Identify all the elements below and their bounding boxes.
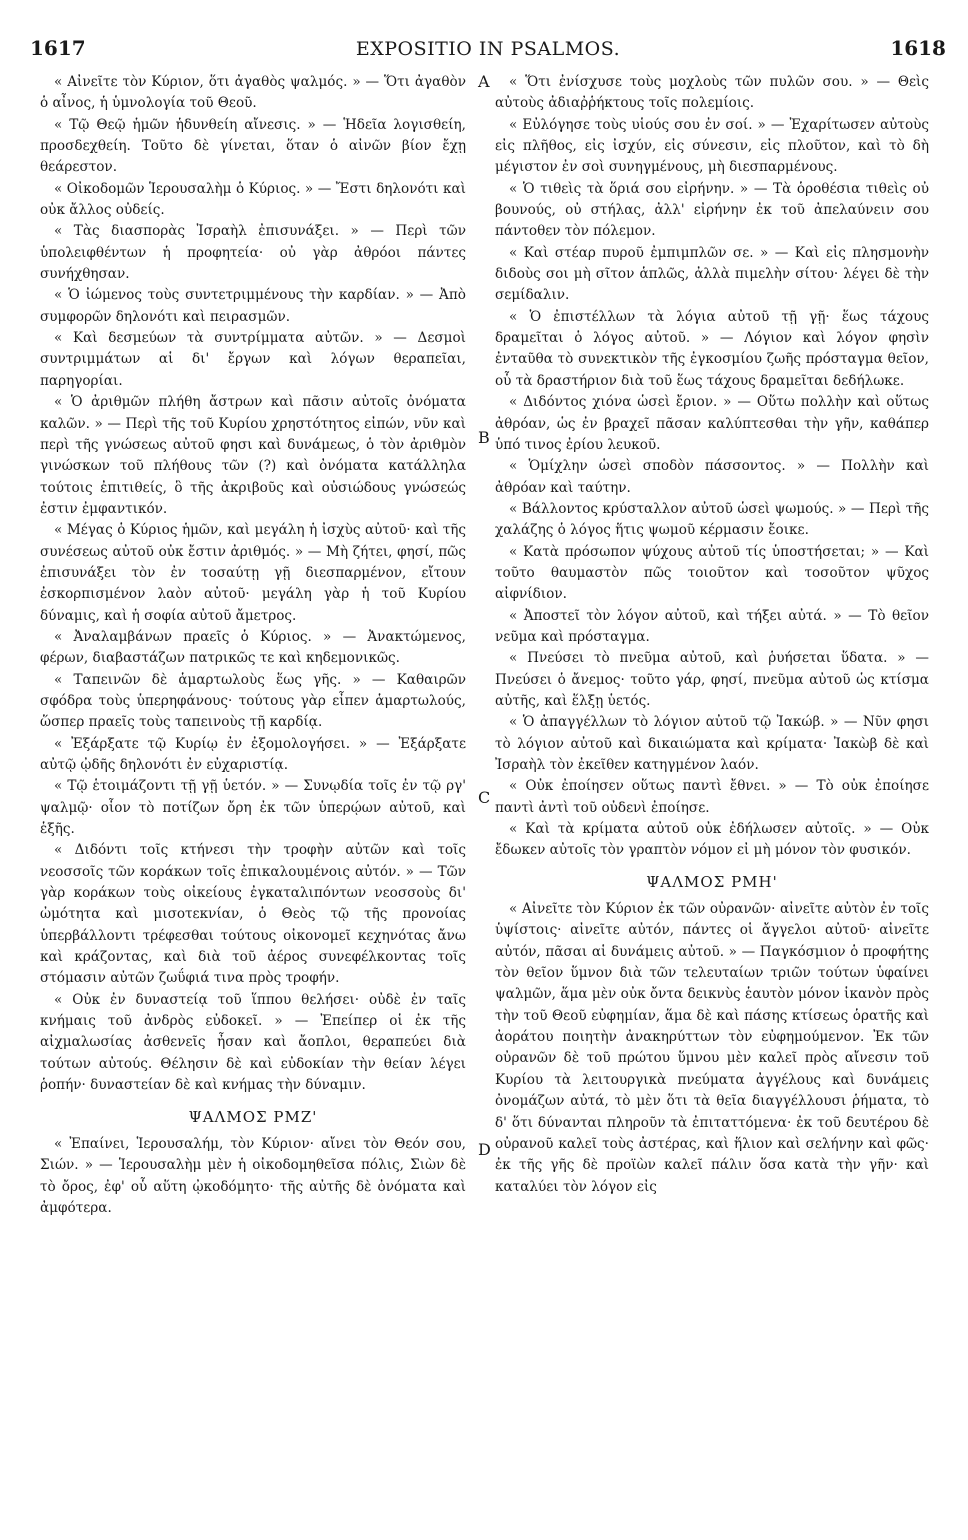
paragraph: « Εὐλόγησε τοὺς υἱούς σου ἐν σοί. » — Ἐχαρίτωσεν αὐτοὺς εἰς πλῆθος, εἰς ἰσχύν, εἰς σύνεσιν, εἰς πλοῦτον, καὶ τὸ δὴ μέγιστον ἐν σοὶ συνηγμένους, μὴ διεσπαρμένους. xyxy=(495,116,929,176)
running-title: EXPOSITIO IN PSALMOS. xyxy=(355,38,621,60)
paragraph: « Ἐπαίνει, Ἱερουσαλήμ, τὸν Κύριον· αἴνει τὸν Θεόν σου, Σιών. » — Ἱερουσαλὴμ μὲν ἡ οἰκοδομηθεῖσα πόλις, Σιὼν δὲ τὸ ὄρος, ἐφ' οὗ αὕτη ᾠκοδόμητο· τῆς αὐτῆς δὲ ὀνόματα καὶ ἀμφότερα. xyxy=(40,1135,466,1216)
psalm-heading: ΨΑΛΜΟΣ ΡΜΖ' xyxy=(188,1107,318,1126)
paragraph: « Αἰνεῖτε τὸν Κύριον, ὅτι ἀγαθὸς ψαλμός. » — Ὅτι ἀγαθὸν ὁ αἶνος, ἡ ὑμνολογία τοῦ Θεοῦ. xyxy=(40,74,466,112)
paragraph: « Οὐκ ἐποίησεν οὕτως παντὶ ἔθνει. » — Τὸ οὐκ ἐποίησε παντὶ ἀντὶ τοῦ οὐδενὶ ἐποίησε. xyxy=(495,778,929,816)
left-column xyxy=(40,72,466,1219)
paragraph: « Ὅτι ἐνίσχυσε τοὺς μοχλοὺς τῶν πυλῶν σου. » — Θεὶς αὐτοὺς ἀδιαῤῥήκτους τοῖς πολεμίοις. xyxy=(495,74,929,112)
page-number-left: 1617 xyxy=(30,36,86,60)
running-header xyxy=(30,36,946,66)
margin-letter-b: B xyxy=(478,428,490,447)
margin-letter-c: C xyxy=(478,788,491,807)
paragraph: « Οἰκοδομῶν Ἱερουσαλὴμ ὁ Κύριος. » — Ἔστι δηλονότι καὶ οὐκ ἄλλος οὐδείς. xyxy=(40,180,466,219)
page-number-right: 1618 xyxy=(890,36,946,60)
paragraph: « Ἐξάρξατε τῷ Κυρίῳ ἐν ἐξομολογήσει. » — Ἐξάρξατε αὐτῷ ᾠδῆς δηλονότι ἐν εὐχαριστίᾳ. xyxy=(40,735,466,773)
paragraph: « Ὁ ἀπαγγέλλων τὸ λόγιον αὐτοῦ τῷ Ἰακώβ. » — Νῦν φησι τὸ λόγιον αὐτοῦ καὶ δικαιώματα καὶ κρίματα· Ἰακὼβ δὲ καὶ Ἰσραὴλ τὸν ἐκεῖθεν κατηγμένον λαόν. xyxy=(495,714,929,773)
paragraph: « Καὶ στέαρ πυροῦ ἐμπιμπλῶν σε. » — Καὶ εἰς πλησμονὴν διδοὺς σοι μὴ σῖτον ἁπλῶς, ἀλλὰ πιμελὴν σίτου· λέγει δὲ τὴν σεμίδαλιν. xyxy=(495,244,929,304)
paragraph: « Ὁ τιθεὶς τὰ ὅριά σου εἰρήνην. » — Τὰ ὁροθέσια τιθεὶς οὐ βουνούς, οὐ στήλας, ἀλλ' εἰρήνην ἐκ τοῦ ἀπελαύνειν σου πάντοθεν τὸν πόλεμον. xyxy=(495,180,929,240)
paragraph: « Καὶ τὰ κρίματα αὐτοῦ οὐκ ἐδήλωσεν αὐτοῖς. » — Οὐκ ἔδωκεν αὐτοῖς τὸν γραπτὸν νόμον εἰ μὴ μόνον τὸν φυσικόν. xyxy=(495,821,929,859)
paragraph: « Τῷ Θεῷ ἡμῶν ἡδυνθείη αἴνεσις. » — Ἡδεῖα λογισθείη, προσδεχθείη. Τοῦτο δὲ γίνεται, ὅταν ὁ αἰνῶν βίον ἔχῃ θεάρεστον. xyxy=(40,116,466,176)
paragraph: « Διδόντος χιόνα ὡσεὶ ἔριον. » — Οὕτω πολλὴν καὶ οὕτως ἀθρόαν, ὡς ἐν βραχεῖ πᾶσαν καλύπτεσθαι τὴν γῆν, καθάπερ ὑπό τινος ἐρίου λευκοῦ. xyxy=(495,394,929,453)
paragraph: « Καὶ δεσμεύων τὰ συντρίμματα αὐτῶν. » — Δεσμοὶ συντριμμάτων αἱ δι' ἔργων καὶ λόγων θεραπεῖαι, παρηγορίαι. xyxy=(40,330,466,389)
paragraph: « Ὁ ἀριθμῶν πλήθη ἄστρων καὶ πᾶσιν αὐτοῖς ὀνόματα καλῶν. » — Περὶ τῆς τοῦ Κυρίου χρηστότητος εἰπών, νῦν καὶ περὶ τῆς γνώσεως αὐτοῦ φησι καὶ δυνάμεως, ὁ τὸν ἀριθμὸν γινώσκων τοῦ πλήθους τῶν (?) καὶ ὀνόματα κατάλληλα τούτοις ἐπιτιθείς, ὃ τῆς ἀκριβοῦς καὶ οὐσιώδους γνώσεώς ἐστιν ἐμφαντικόν. xyxy=(40,394,466,517)
paragraph: « Βάλλοντος κρύσταλλον αὐτοῦ ὡσεὶ ψωμούς. » — Περὶ τῆς χαλάζης ὁ λόγος ἥτις ψωμοῦ κέρμασιν ἔοικε. xyxy=(495,500,929,539)
right-column xyxy=(495,72,929,1198)
paragraph: « Πνεύσει τὸ πνεῦμα αὐτοῦ, καὶ ῥυήσεται ὕδατα. » — Πνεύσει ὁ ἄνεμος· τοῦτο γάρ, φησί, πνεῦμα αὐτοῦ ὡς κτίσμα αὐτῆς, καὶ ἕλξῃ ὑετός. xyxy=(495,650,929,709)
margin-letter-a: A xyxy=(478,72,490,91)
paragraph: « Τὰς διασπορὰς Ἰσραὴλ ἐπισυνάξει. » — Περὶ τῶν ὑπολειφθέντων ἡ προφητεία· οὐ γὰρ ἀθρόοι πάντες συνήχθησαν. xyxy=(40,223,466,283)
paragraph: « Ἀναλαμβάνων πραεῖς ὁ Κύριος. » — Ἀνακτώμενος, φέρων, διαβαστάζων πατρικῶς τε καὶ κηδεμονικῶς. xyxy=(40,628,466,667)
paragraph: « Κατὰ πρόσωπον ψύχους αὐτοῦ τίς ὑποστήσεται; » — Καὶ τοῦτο θαυμαστὸν πῶς τοιοῦτον καὶ τοσοῦτον ψῦχος αἰφνίδιον. xyxy=(495,543,929,603)
paragraph: « Ὁμίχλην ὡσεὶ σποδὸν πάσσοντος. » — Πολλὴν καὶ ἀθρόαν καὶ ταύτην. xyxy=(495,458,929,496)
paragraph: « Αἰνεῖτε τὸν Κύριον ἐκ τῶν οὐρανῶν· αἰνεῖτε αὐτὸν ἐν τοῖς ὑψίστοις· αἰνεῖτε αὐτόν, πάντες οἱ ἄγγελοι αὐτοῦ· αἰνεῖτε αὐτόν, πᾶσαι αἱ δυνάμεις αὐτοῦ. » — Παγκόσμιον ὁ προφήτης τὸν θεῖον ὕμνον διὰ τῶν τελευταίων τριῶν τούτων ὑφαίνει ψαλμῶν, ἅμα μὲν οὐκ ὄντα δεικνὺς ἑαυτὸν μόνον ἱκανὸν πρὸς τὴν τοῦ Θεοῦ εὐφημίαν, ἅμα δὲ καὶ πάσης κτίσεως ὁρατῆς καὶ ἀοράτου ποιητὴν ἀνακηρύττων τὸν εὐφημούμενον. Ἐκ τῶν οὐρανῶν δὲ τοῦ πρώτου ὕμνου μὲν καλεῖ πρὸς αἴνεσιν τοῦ Κυρίου τὰ λειτουργικὰ πνεύματα ἀγγέλους καὶ δυνάμεις ὀνομάζων αὐτά, τὸ μὲν ὅτι τὰ θεῖα διαγγέλλουσι ῥήματα, τὸ δ' ὅτι δύνανται πληροῦν τὰ ἐπιταττόμενα· ἐκ τοῦ δευτέρου δὲ οὐρανοῦ καλεῖ τοὺς ἀστέρας, καὶ ἥλιον καὶ σελήνην καὶ φῶς· ἐκ τῆς γῆς δὲ προϊὼν καλεῖ πάλιν ὅσα κατὰ τὴν γῆν· καὶ καταλύει τὸν λόγον εἰς xyxy=(495,901,929,1195)
paragraph: « Ταπεινῶν δὲ ἁμαρτωλοὺς ἕως γῆς. » — Καθαιρῶν σφόδρα τοὺς ὑπερηφάνους· τούτους γὰρ εἶπεν ἁμαρτωλούς, ὥσπερ πραεῖς τοὺς ταπεινοὺς τῇ καρδίᾳ. xyxy=(40,671,466,731)
paragraph: « Ἀποστεῖ τὸν λόγον αὐτοῦ, καὶ τήξει αὐτά. » — Τὸ θεῖον νεῦμα καὶ πρόσταγμα. xyxy=(495,607,929,645)
paragraph: « Ὁ ἰώμενος τοὺς συντετριμμένους τὴν καρδίαν. » — Ἀπὸ συμφορῶν δηλονότι καὶ πειρασμῶν. xyxy=(40,287,466,325)
paragraph: « Διδόντι τοῖς κτήνεσι τὴν τροφὴν αὐτῶν καὶ τοῖς νεοσσοῖς τῶν κοράκων τοῖς ἐπικαλουμένοις αὐτόν. » — Τῶν γὰρ κοράκων τοὺς οἰκείους ἐγκαταλιπόντων νεοσσοὺς δι' ὠμότητα καὶ μισοτεκνίαν, ὁ Θεὸς τῷ τῆς προνοίας ὑπερβάλλοντι τρέφεσθαι τούτους οἰκονομεῖ κεχηνότας ἄνω καὶ κράζοντας, καὶ διὰ τοῦ ἀέρος συνεφέλκοντας τοῖς στόμασιν αὐτῶν ζωΰφιά τινα πρὸς τροφήν. xyxy=(40,842,466,987)
paragraph: « Ὁ ἐπιστέλλων τὰ λόγια αὐτοῦ τῇ γῇ· ἕως τάχους δραμεῖται ὁ λόγος αὐτοῦ. » — Λόγιον καὶ λόγον φησὶν ἐνταῦθα τὸ συνεκτικὸν τῆς ἐγκοσμίου ζωῆς πρόσταγμα θεῖον, οὗ τὰ δραστήριον διὰ τοῦ ἕως τάχους δραμεῖται δεδήλωκε. xyxy=(495,308,929,389)
paragraph: « Μέγας ὁ Κύριος ἡμῶν, καὶ μεγάλη ἡ ἰσχὺς αὐτοῦ· καὶ τῆς συνέσεως αὐτοῦ οὐκ ἔστιν ἀριθμός. » — Μὴ ζήτει, φησί, πῶς ἐπισυνάξει τὸν ἐν τοσαύτῃ γῇ διεσπαρμένον, εἴτουν ἐσκορπισμένον λαὸν αὐτοῦ· μεγάλη γὰρ ἡ τοῦ Κυρίου δύναμις, καὶ ἡ σοφία αὐτοῦ ἄμετρος. xyxy=(40,522,466,624)
margin-letter-d: D xyxy=(478,1140,491,1159)
paragraph: « Οὐκ ἐν δυναστείᾳ τοῦ ἵππου θελήσει· οὐδὲ ἐν ταῖς κνήμαις τοῦ ἀνδρὸς εὐδοκεῖ. » — Ἐπείπερ οἱ ἐκ τῆς αἰχμαλωσίας ἀσθενεῖς ἦσαν καὶ ἄοπλοι, θεραπεύει διὰ τούτων αὐτούς. Θέλησιν δὲ καὶ εὐδοκίαν τὴν θείαν λέγει ῥοπήν· δυναστείαν δὲ καὶ κνήμας τὴν δύναμιν. xyxy=(40,991,466,1094)
paragraph: « Τῷ ἑτοιμάζοντι τῇ γῇ ὑετόν. » — Συνῳδία τοῖς ἐν τῷ ργ' ψαλμῷ· οἷον τὸ ποτίζων ὄρη ἐκ τῶν ὑπερῴων αὐτοῦ, καὶ ἑξῆς. xyxy=(40,778,466,838)
psalm-heading: ΨΑΛΜΟΣ ΡΜΗ' xyxy=(646,872,778,891)
